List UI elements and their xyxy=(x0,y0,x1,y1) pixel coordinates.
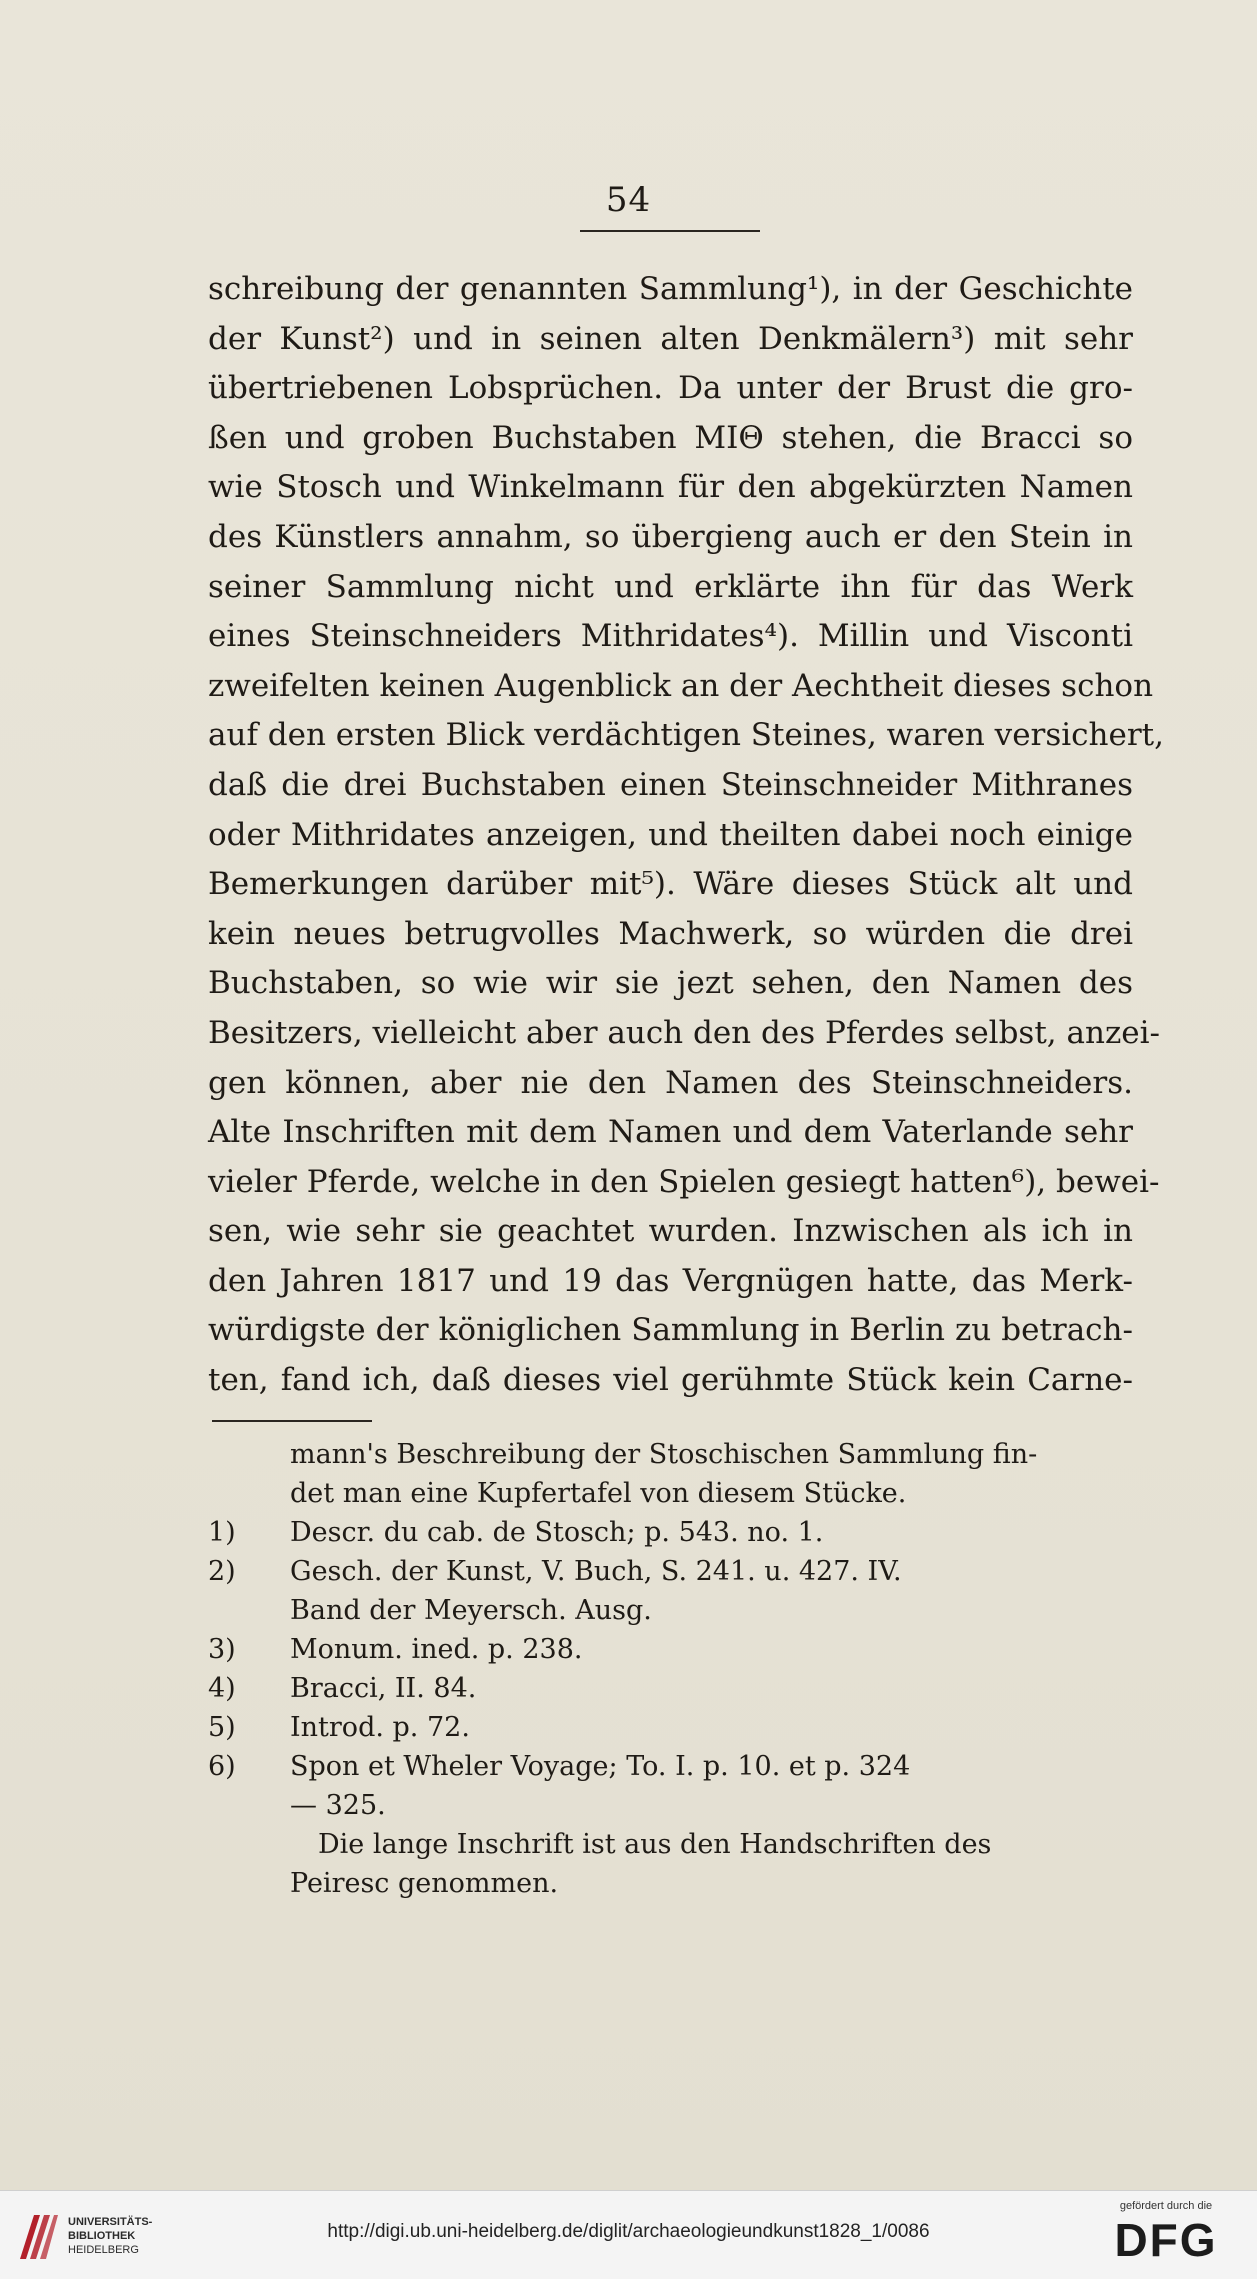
footnote-trailing-line: Peiresc genommen. xyxy=(290,1868,559,1899)
text-line: Bemerkungen darüber mit⁵). Wäre dieses Stück alt und xyxy=(208,866,1133,903)
library-name-line1: UNIVERSITÄTS- xyxy=(68,2216,153,2228)
text-line: daß die drei Buchstaben einen Steinschneider Mithranes xyxy=(208,766,1133,803)
text-line: eines Steinschneiders Mithridates⁴). Millin und Visconti xyxy=(208,618,1133,655)
text-line: übertriebenen Lobsprüchen. Da unter der Brust die gro- xyxy=(208,370,1133,407)
text-line: des Künstlers annahm, so übergieng auch er den Stein in xyxy=(208,518,1133,555)
footnotes xyxy=(208,1435,1133,1903)
footnote-line xyxy=(208,1708,1133,1747)
dfg-logo-text: DFG xyxy=(1114,2214,1218,2266)
page-url[interactable]: http://digi.ub.uni-heidelberg.de/diglit/archaeologieundkunst1828_1/0086 xyxy=(327,2221,930,2242)
footnote-text: Spon et Wheler Voyage; To. I. p. 10. et p. 324 xyxy=(290,1751,911,1782)
text-line: wie Stosch und Winkelmann für den abgekürzten Namen xyxy=(208,469,1133,506)
text-line: ten, fand ich, daß dieses viel gerühmte Stück kein Carne- xyxy=(208,1362,1133,1399)
footnote-text: Introd. p. 72. xyxy=(290,1712,470,1743)
footnote-text: Gesch. der Kunst, V. Buch, S. 241. u. 427. IV. xyxy=(290,1556,902,1587)
footnote-text: Monum. ined. p. 238. xyxy=(290,1634,583,1665)
footnote-mark: 1) xyxy=(208,1517,236,1548)
footnote-mark-spacer xyxy=(208,1591,290,1630)
text-line: seiner Sammlung nicht und erklärte ihn für das Werk xyxy=(208,568,1133,605)
funding-caption: gefördert durch die xyxy=(1119,2200,1213,2212)
footnote-mark: 6) xyxy=(208,1751,236,1782)
library-name-line2: BIBLIOTHEK xyxy=(68,2230,136,2242)
footnote-trailing-line: Die lange Inschrift ist aus den Handschriften des xyxy=(318,1829,992,1860)
footnote-mark: 2) xyxy=(208,1556,236,1587)
text-line: Alte Inschriften mit dem Namen und dem Vaterlande sehr xyxy=(208,1114,1133,1151)
footnote-line xyxy=(208,1630,1133,1669)
footnote-continuation-line: mann's Beschreibung der Stoschischen Sammlung fin- xyxy=(290,1439,1038,1470)
text-line: vieler Pferde, welche in den Spielen gesiegt hatten⁶), bewei- xyxy=(208,1163,1160,1200)
text-line: Besitzers, vielleicht aber auch den des Pferdes selbst, anzei- xyxy=(208,1014,1161,1051)
dfg-funding-logo[interactable] xyxy=(1091,2199,1241,2267)
footnote-mark: 3) xyxy=(208,1634,236,1665)
library-name-line3: HEIDELBERG xyxy=(68,2244,139,2256)
text-line: würdigste der königlichen Sammlung in Berlin zu betrach- xyxy=(208,1312,1133,1349)
footnote-mark: 4) xyxy=(208,1673,236,1704)
text-line: auf den ersten Blick verdächtigen Steines, waren versichert, xyxy=(208,717,1164,754)
footnote-line xyxy=(208,1669,1133,1708)
text-line: oder Mithridates anzeigen, und theilten dabei noch einige xyxy=(208,816,1133,853)
page-number: 54 xyxy=(605,180,652,220)
text-line: Buchstaben, so wie wir sie jezt sehen, den Namen des xyxy=(208,965,1133,1002)
footnote-mark-spacer xyxy=(208,1786,290,1825)
text-line: schreibung der genannten Sammlung¹), in der Geschichte xyxy=(208,271,1133,307)
footnote-line xyxy=(208,1747,1133,1786)
footnote-line xyxy=(208,1513,1133,1552)
header-rule xyxy=(580,230,760,232)
footnote-line xyxy=(208,1552,1133,1591)
text-line: ßen und groben Buchstaben ΜΙΘ stehen, die Bracci so xyxy=(208,419,1133,456)
text-line: sen, wie sehr sie geachtet wurden. Inzwischen als ich in xyxy=(208,1213,1133,1250)
text-line: kein neues betrugvolles Machwerk, so würden die drei xyxy=(208,915,1133,952)
footnote-text: — 325. xyxy=(290,1790,386,1821)
viewer-footer xyxy=(0,2190,1257,2279)
text-line: der Kunst²) und in seinen alten Denkmälern³) mit sehr xyxy=(208,320,1133,357)
footnote-text: Bracci, II. 84. xyxy=(290,1673,477,1704)
body-text xyxy=(208,265,1164,1406)
footnote-line xyxy=(208,1591,1133,1630)
text-line: den Jahren 1817 und 19 das Vergnügen hatte, das Merk- xyxy=(208,1262,1133,1299)
footnote-line xyxy=(208,1786,1133,1825)
footnote-text: Descr. du cab. de Stosch; p. 543. no. 1. xyxy=(290,1517,824,1548)
footnote-mark: 5) xyxy=(208,1712,236,1743)
footnote-text: Band der Meyersch. Ausg. xyxy=(290,1595,652,1626)
footnote-continuation-line: det man eine Kupfertafel von diesem Stücke. xyxy=(290,1478,907,1509)
text-line: gen können, aber nie den Namen des Steinschneiders. xyxy=(208,1064,1133,1101)
footnote-rule xyxy=(212,1420,372,1422)
text-line: zweifelten keinen Augenblick an der Aechtheit dieses schon xyxy=(208,667,1154,704)
